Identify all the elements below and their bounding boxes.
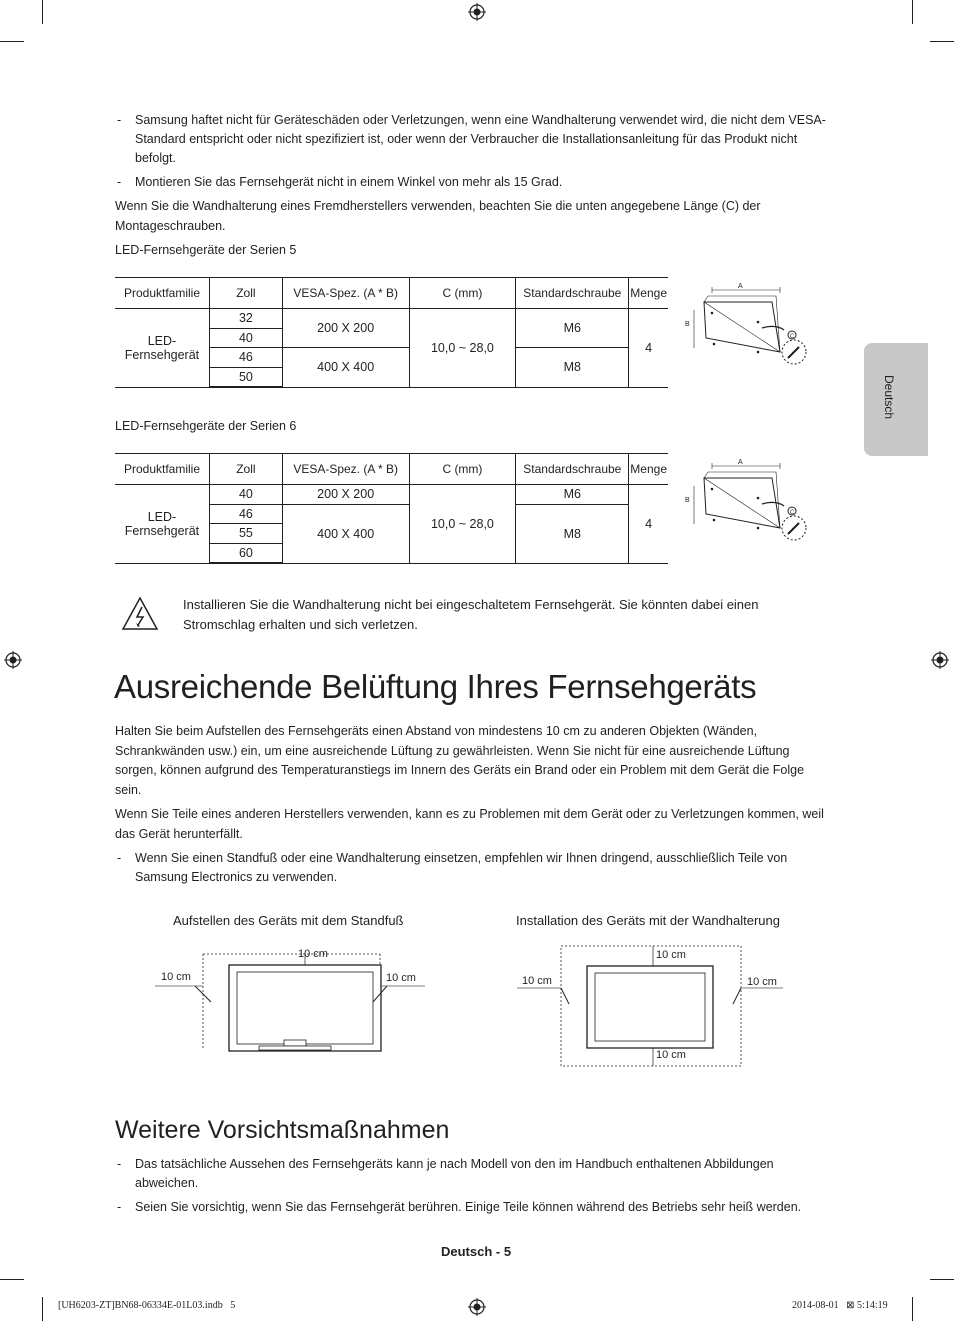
registration-mark-icon	[931, 651, 949, 669]
cell-vesa: 200 X 200	[282, 309, 409, 348]
wall-figure-caption: Installation des Geräts mit der Wandhalterung	[516, 913, 780, 928]
stand-ventilation-diagram	[155, 938, 430, 1058]
warning-text: Installieren Sie die Wandhalterung nicht bei eingeschaltetem Fernsehgerät. Sie könnten dabei einen Stromschlag erhalten und sich verletzen.	[183, 597, 759, 632]
header-screw: Standardschraube	[516, 278, 629, 309]
header-qty: Menge	[629, 278, 668, 309]
header-c: C (mm)	[409, 278, 516, 309]
cell-qty: 4	[629, 485, 668, 564]
stand-figure-caption: Aufstellen des Geräts mit dem Standfuß	[173, 913, 404, 928]
distance-label-left: 10 cm	[522, 975, 552, 987]
header-family: Produktfamilie	[115, 278, 209, 309]
table-title-series6: LED-Fernsehgeräte der Serien 6	[115, 419, 297, 433]
cell-inch: 46	[209, 504, 282, 524]
list-item: - Samsung haftet nicht für Geräteschäden oder Verletzungen, wenn eine Wandhalterung verwendet wird, die nicht dem VESA-Standard entspricht oder nicht spezifiziert ist, oder wenn der Verbraucher die Installationsanleitung für das Produkt nicht befolgt.	[117, 113, 826, 165]
crop-mark	[42, 0, 43, 24]
wall-ventilation-diagram	[515, 940, 785, 1070]
header-c: C (mm)	[409, 454, 516, 485]
header-qty: Menge	[629, 454, 668, 485]
third-party-paragraph: Wenn Sie Teile eines anderen Herstellers verwenden, kann es zu Problemen mit dem Gerät oder zu Verletzungen kommen, weil das Gerät herunterfällt.	[115, 807, 824, 841]
cell-screw: M6	[516, 309, 629, 348]
dimension-a-label: A	[738, 459, 743, 466]
cell-inch: 32	[209, 309, 282, 329]
distance-label-top: 10 cm	[656, 949, 686, 961]
cell-c: 10,0 ~ 28,0	[409, 485, 516, 564]
header-screw: Standardschraube	[516, 454, 629, 485]
list-item: - Das tatsächliche Aussehen des Fernsehgeräts kann je nach Modell von den im Handbuch enthaltenen Abbildungen abweichen.	[117, 1157, 774, 1190]
cell-family: LED-Fernsehgerät	[115, 485, 209, 564]
cell-inch: 60	[209, 543, 282, 563]
cell-family: LED-Fernsehgerät	[115, 309, 209, 388]
cell-screw: M6	[516, 485, 629, 505]
cell-vesa: 400 X 400	[282, 348, 409, 388]
cell-vesa: 200 X 200	[282, 485, 409, 505]
header-family: Produktfamilie	[115, 454, 209, 485]
list-item: - Wenn Sie einen Standfuß oder eine Wandhalterung einsetzen, empfehlen wir Ihnen dringend, ausschließlich Teile von Samsung Electronics zu verwenden.	[117, 851, 788, 884]
list-item: - Seien Sie vorsichtig, wenn Sie das Fernsehgerät berühren. Einige Teile können während des Betriebs sehr heiß werden.	[117, 1200, 802, 1214]
cell-inch: 40	[209, 485, 282, 505]
electric-warning-icon	[121, 596, 159, 632]
list-item: - Montieren Sie das Fernsehgerät nicht in einem Winkel von mehr als 15 Grad.	[117, 175, 563, 189]
cell-vesa: 400 X 400	[282, 504, 409, 563]
dimension-b-label: B	[685, 497, 690, 504]
distance-label-right: 10 cm	[747, 976, 777, 988]
header-vesa: VESA-Spez. (A * B)	[282, 278, 409, 309]
dimension-b-label: B	[685, 321, 690, 328]
side-tab-label: Deutsch	[882, 375, 896, 420]
spec-table-series5	[115, 277, 668, 388]
crop-mark	[930, 41, 954, 42]
footer-file-info: [UH6203-ZT]BN68-06334E-01L03.indb 5	[58, 1300, 236, 1311]
distance-label-right: 10 cm	[386, 972, 416, 984]
cell-c: 10,0 ~ 28,0	[409, 309, 516, 388]
distance-label-top: 10 cm	[298, 948, 328, 960]
section-title: Weitere Vorsichtsmaßnahmen	[115, 1116, 450, 1144]
registration-mark-icon	[4, 651, 22, 669]
cell-screw: M8	[516, 348, 629, 388]
crop-mark	[0, 1279, 24, 1280]
ventilation-paragraph: Halten Sie beim Aufstellen des Fernsehgeräts einen Abstand von mindestens 10 cm zu anderen Objekten (Wänden, Schrankwänden usw.) ein, um eine ausreichende Lüftung zu gewährleisten. Wenn Sie nicht für eine ausreichende Lüftung sorgen, können aufgrund des Temperaturanstiegs im Innern des Geräts ein Brand oder ein Problem mit dem Gerät die Folge sein.	[115, 724, 805, 797]
cell-inch: 46	[209, 348, 282, 368]
header-vesa: VESA-Spez. (A * B)	[282, 454, 409, 485]
dimension-c-label: C	[790, 334, 795, 340]
cell-inch: 40	[209, 328, 282, 348]
cell-screw: M8	[516, 504, 629, 563]
distance-label-left: 10 cm	[161, 971, 191, 983]
crop-mark	[912, 1297, 913, 1321]
cell-inch: 50	[209, 367, 282, 387]
cell-inch: 55	[209, 524, 282, 544]
intro-paragraph: Wenn Sie die Wandhalterung eines Fremdherstellers verwenden, beachten Sie die unten angegebene Länge (C) der Montageschrauben.	[115, 199, 761, 233]
header-inch: Zoll	[209, 454, 282, 485]
crop-mark	[0, 41, 24, 42]
crop-mark	[912, 0, 913, 24]
spec-table-series6	[115, 453, 668, 564]
language-side-tab	[864, 343, 928, 456]
distance-label-bottom: 10 cm	[656, 1049, 686, 1061]
page-number: Deutsch - 5	[441, 1244, 512, 1259]
tv-back-vesa-diagram	[682, 280, 812, 375]
dimension-c-label: C	[790, 510, 795, 516]
header-inch: Zoll	[209, 278, 282, 309]
table-title-series5: LED-Fernsehgeräte der Serien 5	[115, 243, 297, 257]
dimension-a-label: A	[738, 283, 743, 290]
footer-timestamp: 2014-08-01 ⊠ 5:14:19	[792, 1300, 888, 1311]
crop-mark	[930, 1279, 954, 1280]
registration-mark-icon	[468, 1298, 486, 1316]
tv-back-vesa-diagram	[682, 456, 812, 551]
registration-mark-icon	[468, 3, 486, 21]
crop-mark	[42, 1297, 43, 1321]
page-title: Ausreichende Belüftung Ihres Fernsehgeräts	[114, 668, 757, 705]
cell-qty: 4	[629, 309, 668, 388]
